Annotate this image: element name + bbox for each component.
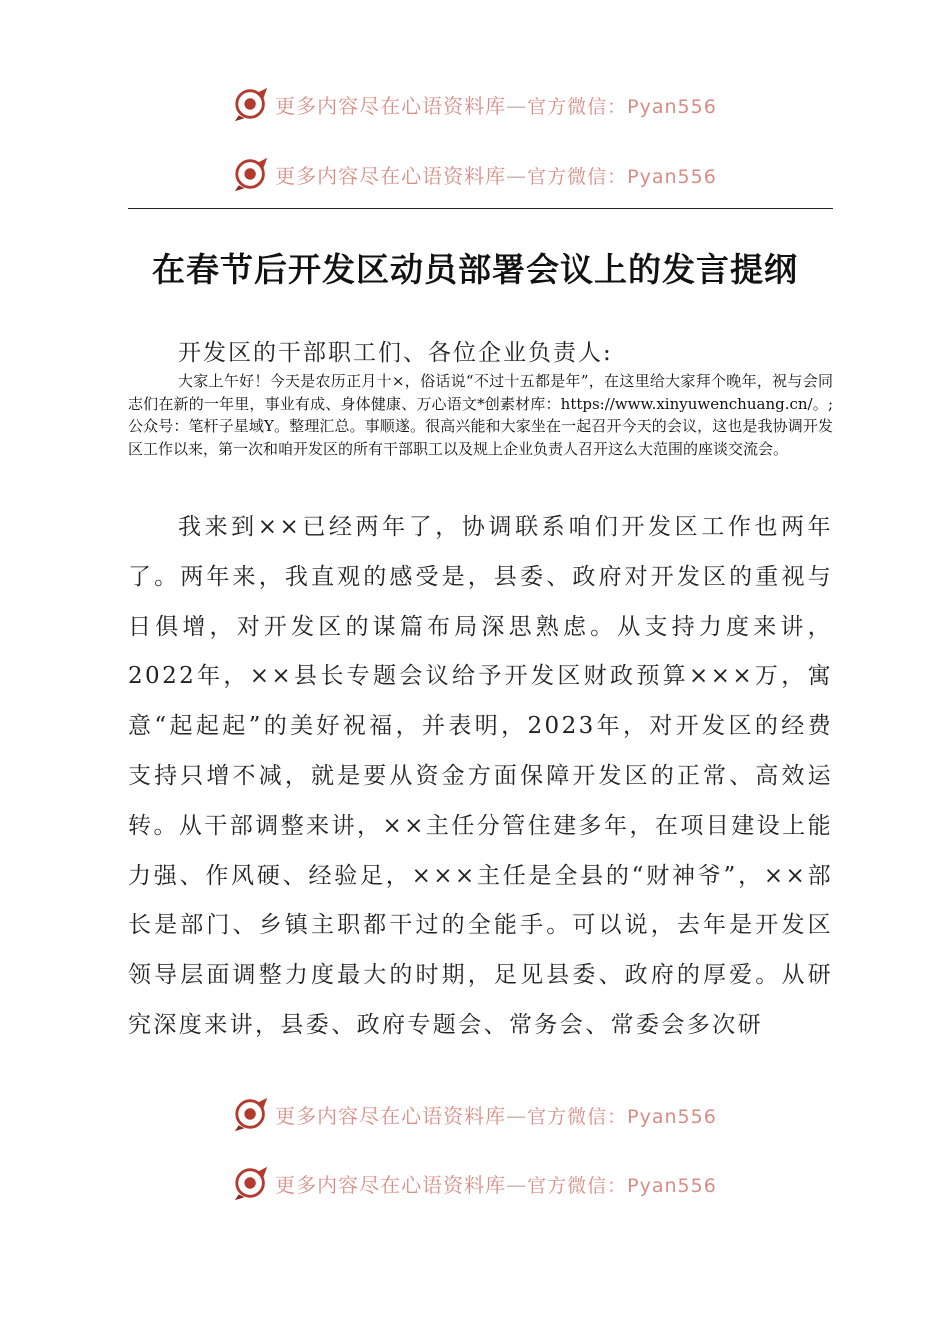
brand-logo-icon [233, 155, 271, 193]
watermark-bottom-1 [0, 1094, 950, 1134]
opening-paragraph: 大家上午好！今天是农历正月十×，俗话说“不过十五都是年”，在这里给大家拜个晚年，祝与会同志们在新的一年里，事业有成、身体健康、万心语文*创素材库：https://www.xinyuwenchuang.cn/。;公众号：笔杆子星域Y。整理汇总。事顺遂。很高兴能和大家坐在一起召开今天的会议，这也是我协调开发区工作以来，第一次和咱开发区的所有干部职工以及规上企业负责人召开这么大范围的座谈交流会。 [128, 372, 833, 458]
watermark-separator: — [506, 1172, 528, 1197]
watermark-brand: 更多内容尽在心语资料库 [275, 1103, 507, 1128]
watermark-top-2 [0, 154, 950, 194]
brand-logo-icon [233, 1164, 271, 1202]
header-rule [128, 208, 833, 209]
watermark-separator: — [506, 163, 528, 188]
watermark-wechat: 官方微信：Pyan556 [527, 1174, 717, 1197]
watermark-wechat: 官方微信：Pyan556 [527, 165, 717, 188]
watermark-separator: — [506, 93, 528, 118]
document-title: 在春节后开发区动员部署会议上的发言提纲 [152, 250, 798, 289]
watermark-brand: 更多内容尽在心语资料库 [275, 1172, 507, 1197]
watermark-wechat: 官方微信：Pyan556 [527, 95, 717, 118]
watermark-separator: — [506, 1103, 528, 1128]
watermark-brand: 更多内容尽在心语资料库 [275, 93, 507, 118]
watermark-brand: 更多内容尽在心语资料库 [275, 163, 507, 188]
watermark-top-1 [0, 84, 950, 124]
salutation: 开发区的干部职工们、各位企业负责人: [178, 340, 613, 366]
brand-logo-icon [233, 85, 271, 123]
brand-logo-icon [233, 1095, 271, 1133]
watermark-bottom-2 [0, 1163, 950, 1203]
body-paragraph: 我来到××已经两年了，协调联系咱们开发区工作也两年了。两年来，我直观的感受是，县委、政府对开发区的重视与日俱增，对开发区的谋篇布局深思熟虑。从支持力度来讲，2022年，××县长专题会议给予开发区财政预算×××万，寓意“起起起”的美好祝福，并表明，2023年，对开发区的经费支持只增不减，就是要从资金方面保障开发区的正常、高效运转。从干部调整来讲，××主任分管住建多年，在项目建设上能力强、作风硬、经验足，×××主任是全县的“财神爷”，××部长是部门、乡镇主职都干过的全能手。可以说，去年是开发区领导层面调整力度最大的时期，足见县委、政府的厚爱。从研究深度来讲，县委、政府专题会、常务会、常委会多次研 [128, 514, 833, 1038]
watermark-wechat: 官方微信：Pyan556 [527, 1105, 717, 1128]
